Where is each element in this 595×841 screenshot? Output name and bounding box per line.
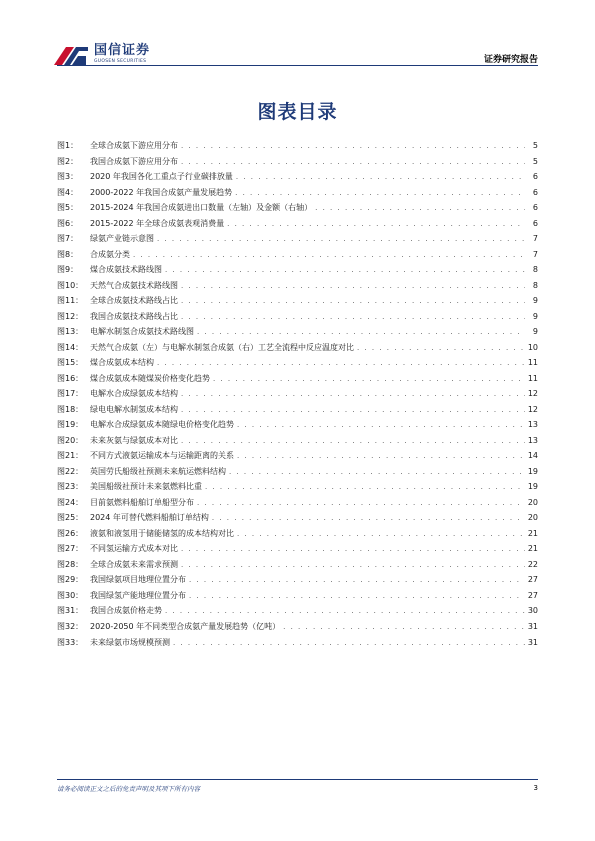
toc-page-number: 13 [527, 435, 538, 445]
toc-dot-leader [237, 527, 525, 542]
toc-figure-number: 图30： [57, 590, 84, 600]
logo-name-cn: 国信证券 [94, 42, 151, 58]
toc-page-number: 9 [532, 311, 538, 321]
toc-figure-number: 图8： [57, 249, 79, 259]
toc-entry[interactable] [57, 526, 538, 542]
toc-figure-number: 图1： [57, 141, 79, 150]
toc-entry[interactable] [57, 169, 538, 185]
toc-figure-number: 图2： [57, 156, 79, 166]
toc-figure-number: 图16： [57, 373, 84, 383]
toc-dot-leader [236, 170, 525, 185]
toc-entry[interactable] [57, 619, 538, 635]
toc-dot-leader [157, 232, 525, 247]
toc-page-number: 6 [532, 218, 538, 228]
toc-dot-leader [212, 511, 525, 526]
toc-figure-number: 图22： [57, 466, 84, 476]
toc-page-number: 27 [527, 590, 538, 600]
toc-entry[interactable] [57, 324, 538, 340]
toc-figure-number: 图32： [57, 621, 84, 631]
toc-page-number: 10 [527, 342, 538, 352]
report-type-label: 证券研究报告 [483, 55, 538, 65]
logo-name-en: GUOSEN SECURITIES [94, 58, 147, 64]
toc-page-number: 30 [527, 606, 538, 616]
toc-page-number: 5 [532, 141, 538, 150]
toc-figure-title: 煤合成氨成本结构 [90, 358, 154, 368]
toc-entry[interactable] [57, 541, 538, 557]
toc-dot-leader [237, 418, 525, 433]
toc-figure-number: 图27： [57, 544, 84, 554]
toc-entry[interactable] [57, 309, 538, 325]
toc-figure-title: 英国劳氏船级社预测未来航运燃料结构 [90, 466, 226, 476]
toc-page-number: 19 [527, 482, 538, 492]
guosen-logo-icon [52, 41, 90, 67]
toc-entry[interactable] [57, 262, 538, 278]
toc-dot-leader [181, 403, 525, 418]
toc-entry[interactable] [57, 464, 538, 480]
toc-dot-leader [181, 434, 525, 449]
toc-page-number: 5 [532, 156, 538, 166]
toc-dot-leader [237, 449, 525, 464]
toc-figure-number: 图28： [57, 559, 84, 569]
footer-disclaimer: 请务必阅读正文之后的免责声明及其项下所有内容 [57, 785, 200, 793]
toc-page-number: 8 [532, 265, 538, 275]
toc-page-number: 20 [527, 513, 538, 523]
toc-figure-number: 图12： [57, 311, 84, 321]
toc-page-number: 14 [527, 451, 538, 461]
toc-dot-leader [227, 217, 525, 232]
toc-dot-leader [235, 186, 525, 201]
toc-figure-number: 图9： [57, 265, 79, 275]
toc-page-number: 6 [532, 187, 538, 197]
toc-figure-number: 图31： [57, 606, 84, 616]
toc-figure-title: 2000-2022 年我国合成氨产量发展趋势 [90, 187, 233, 197]
toc-figure-number: 图7： [57, 234, 79, 244]
toc-page-number: 27 [527, 575, 538, 585]
toc-figure-number: 图20： [57, 435, 84, 445]
toc-page-number: 31 [527, 637, 538, 647]
guosen-logo [52, 40, 202, 68]
toc-dot-leader [173, 636, 525, 651]
toc-entry[interactable] [57, 355, 538, 371]
toc-figure-number: 图6： [57, 218, 79, 228]
toc-entry[interactable] [57, 479, 538, 495]
toc-figure-title: 全球合成氨未来需求预测 [90, 559, 178, 569]
toc-dot-leader [165, 263, 525, 278]
toc-figure-title: 我国绿氢产能地理位置分布 [90, 590, 186, 600]
toc-dot-leader [181, 558, 525, 573]
toc-entry[interactable] [57, 433, 538, 449]
toc-figure-number: 图24： [57, 497, 84, 507]
toc-entry[interactable] [57, 495, 538, 511]
toc-entry[interactable] [57, 510, 538, 526]
toc-page-number: 7 [532, 234, 538, 244]
toc-page-number: 8 [532, 280, 538, 290]
toc-page-number: 21 [527, 544, 538, 554]
header-divider [57, 65, 538, 66]
toc-figure-number: 图33： [57, 637, 84, 647]
toc-dot-leader [181, 279, 525, 294]
toc-dot-leader [181, 139, 525, 154]
toc-dot-leader [197, 496, 525, 511]
toc-dot-leader [133, 248, 525, 263]
toc-figure-title: 未来绿氨市场规模预测 [90, 637, 170, 647]
toc-entry[interactable] [57, 293, 538, 309]
toc-figure-number: 图25： [57, 513, 84, 523]
toc-entry[interactable] [57, 572, 538, 588]
toc-figure-title: 绿氨产业链示意图 [90, 234, 154, 244]
toc-figure-title: 我国合成氨技术路线占比 [90, 311, 178, 321]
toc-page-number: 31 [527, 621, 538, 631]
toc-page-number: 11 [527, 358, 538, 368]
toc-figure-title: 液氨和液氢用于储能储氢的成本结构对比 [90, 528, 234, 538]
toc-page-number: 12 [527, 404, 538, 414]
toc-entry[interactable] [57, 247, 538, 263]
toc-page-number: 9 [532, 296, 538, 306]
toc-page-number: 11 [527, 373, 538, 383]
toc-figure-title: 2024 年可替代燃料船舶订单结构 [90, 513, 209, 523]
toc-figure-title: 电解水合成绿氨成本结构 [90, 389, 178, 399]
toc-dot-leader [229, 465, 525, 480]
toc-figure-title: 煤合成氨成本随煤炭价格变化趋势 [90, 373, 210, 383]
toc-figure-title: 我国绿氨项目地理位置分布 [90, 575, 186, 585]
toc-entry[interactable] [57, 278, 538, 294]
toc-dot-leader [213, 372, 525, 387]
toc-figure-title: 绿电电解水制氢成本结构 [90, 404, 178, 414]
toc-entry[interactable] [57, 557, 538, 573]
toc-entry[interactable] [57, 185, 538, 201]
toc-figure-number: 图4： [57, 187, 79, 197]
toc-figure-title: 煤合成氨技术路线图 [90, 265, 162, 275]
toc-figure-title: 电解水合成绿氨成本随绿电价格变化趋势 [90, 420, 234, 430]
toc-page-number: 20 [527, 497, 538, 507]
toc-figure-number: 图26： [57, 528, 84, 538]
toc-figure-title: 全球合成氨下游应用分布 [90, 141, 178, 150]
toc-entry[interactable] [57, 603, 538, 619]
toc-figure-title: 天然气合成氨（左）与电解水制氢合成氨（右）工艺全流程中反应温度对比 [90, 342, 354, 352]
toc-page-number: 21 [527, 528, 538, 538]
toc-dot-leader [189, 589, 525, 604]
figure-toc-list [57, 138, 538, 650]
toc-figure-number: 图17： [57, 389, 84, 399]
toc-dot-leader [357, 341, 525, 356]
toc-page-number: 6 [532, 203, 538, 213]
toc-figure-title: 全球合成氨技术路线占比 [90, 296, 178, 306]
toc-figure-number: 图11： [57, 296, 84, 306]
footer-divider [57, 779, 538, 780]
toc-figure-title: 目前氨燃料船舶订单船型分布 [90, 497, 194, 507]
toc-figure-number: 图29： [57, 575, 84, 585]
toc-figure-number: 图23： [57, 482, 84, 492]
toc-dot-leader [283, 620, 525, 635]
toc-entry[interactable] [57, 635, 538, 651]
toc-figure-number: 图5： [57, 203, 79, 213]
toc-entry[interactable] [57, 588, 538, 604]
toc-entry[interactable] [57, 448, 538, 464]
toc-figure-title: 合成氨分类 [90, 249, 130, 259]
toc-figure-number: 图15： [57, 358, 84, 368]
toc-figure-title: 我国合成氨价格走势 [90, 606, 162, 616]
toc-page-number: 19 [527, 466, 538, 476]
toc-figure-title: 电解水制氢合成氨技术路线图 [90, 327, 194, 337]
toc-dot-leader [181, 387, 525, 402]
toc-figure-title: 未来灰氨与绿氨成本对比 [90, 435, 178, 445]
toc-entry[interactable] [57, 200, 538, 216]
toc-figure-title: 我国合成氨下游应用分布 [90, 156, 178, 166]
toc-entry[interactable] [57, 371, 538, 387]
toc-figure-title: 2015-2022 年全球合成氨表观消费量 [90, 218, 225, 228]
page-number: 3 [533, 784, 538, 792]
toc-figure-title: 不同方式液氨运输成本与运输距离的关系 [90, 451, 234, 461]
toc-entry[interactable] [57, 402, 538, 418]
toc-figure-number: 图19： [57, 420, 84, 430]
toc-figure-title: 2020-2050 年不同类型合成氨产量发展趋势（亿吨） [90, 621, 281, 631]
toc-figure-number: 图18： [57, 404, 84, 414]
toc-dot-leader [181, 542, 525, 557]
toc-entry[interactable] [57, 417, 538, 433]
page-title: 图表目录 [257, 101, 338, 123]
toc-page-number: 7 [532, 249, 538, 259]
toc-dot-leader [181, 310, 525, 325]
toc-figure-number: 图21： [57, 451, 84, 461]
page-header [0, 0, 595, 70]
toc-entry[interactable] [57, 231, 538, 247]
toc-figure-title: 美国船级社预计未来氨燃料比重 [90, 482, 202, 492]
toc-page-number: 13 [527, 420, 538, 430]
toc-figure-number: 图13： [57, 327, 84, 337]
toc-page-number: 6 [532, 172, 538, 182]
toc-page-number: 12 [527, 389, 538, 399]
toc-dot-leader [197, 325, 525, 340]
toc-dot-leader [205, 480, 525, 495]
toc-dot-leader [181, 155, 525, 170]
toc-page-number: 22 [527, 559, 538, 569]
toc-figure-title: 不同氢运输方式成本对比 [90, 544, 178, 554]
toc-dot-leader [181, 294, 525, 309]
toc-figure-title: 2015-2024 年我国合成氨进出口数量（左轴）及金额（右轴） [90, 203, 313, 213]
toc-page-number: 9 [532, 327, 538, 337]
toc-dot-leader [165, 604, 525, 619]
toc-entry[interactable] [57, 386, 538, 402]
toc-dot-leader [157, 356, 525, 371]
toc-figure-number: 图10： [57, 280, 84, 290]
toc-figure-title: 天然气合成氨技术路线图 [90, 280, 178, 290]
toc-figure-number: 图3： [57, 172, 79, 182]
toc-dot-leader [189, 573, 525, 588]
toc-entry[interactable] [57, 138, 538, 154]
toc-figure-number: 图14： [57, 342, 84, 352]
toc-entry[interactable] [57, 216, 538, 232]
toc-dot-leader [315, 201, 525, 216]
toc-figure-title: 2020 年我国各化工重点子行业碳排放量 [90, 172, 233, 182]
toc-entry[interactable] [57, 340, 538, 356]
toc-entry[interactable] [57, 154, 538, 170]
